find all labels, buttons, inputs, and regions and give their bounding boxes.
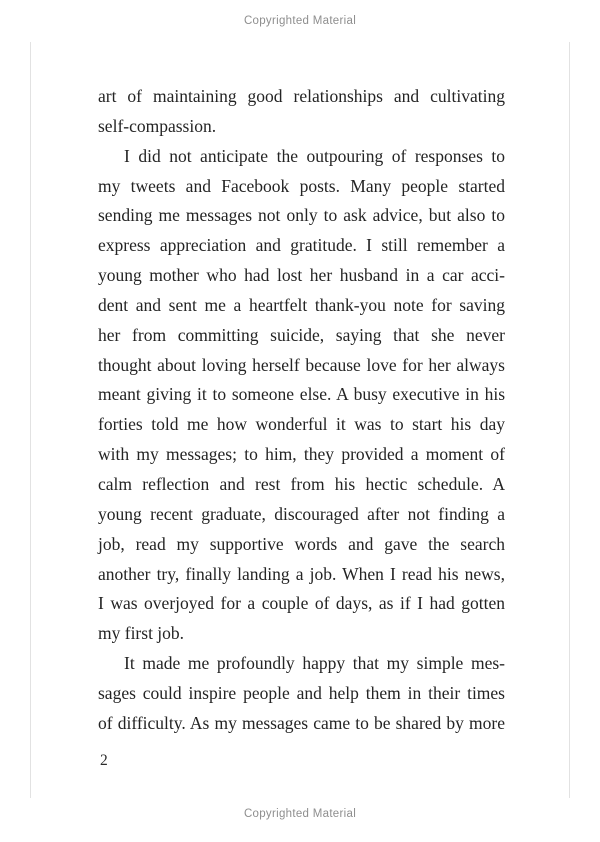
- text-line: art of maintaining good relationships and cultivating: [98, 86, 505, 106]
- page-edge-left-line: [30, 42, 31, 798]
- text-line: young recent graduate, discouraged after not finding a: [98, 503, 505, 524]
- text-line: my tweets and Facebook posts. Many people started: [98, 175, 505, 196]
- text-line: I did not anticipate the outpouring of responses to: [124, 145, 505, 166]
- text-line: It made me profoundly happy that my simple mes-: [124, 653, 505, 674]
- text-line: young mother who had lost her husband in a car acci-: [98, 265, 505, 286]
- text-line: express appreciation and gratitude. I still remember a: [98, 235, 505, 256]
- text-line: job, read my supportive words and gave the search: [98, 533, 505, 554]
- copyright-bottom-notice: Copyrighted Material: [243, 808, 357, 820]
- text-line: my first job.: [98, 623, 185, 644]
- page-edge-right-line: [569, 42, 570, 798]
- text-line: with my messages; to him, they provided a moment of: [98, 444, 505, 465]
- text-line: of difficulty. As my messages came to be shared by more: [98, 712, 505, 733]
- copyright-top-notice: Copyrighted Material: [243, 15, 357, 27]
- text-line: dent and sent me a heartfelt thank-you note for saving: [98, 294, 505, 315]
- text-line: calm reflection and rest from his hectic schedule. A: [98, 473, 505, 494]
- text-line: meant giving it to someone else. A busy executive in his: [98, 384, 505, 405]
- page-number: 2: [100, 752, 108, 769]
- text-line: forties told me how wonderful it was to start his day: [98, 414, 505, 435]
- text-line: self-compassion.: [98, 115, 217, 136]
- text-line: her from committing suicide, saying that she never: [98, 324, 505, 345]
- text-line: thought about loving herself because love for her always: [98, 354, 505, 375]
- text-line: another try, finally landing a job. When I read his news,: [98, 563, 505, 584]
- text-line: I was overjoyed for a couple of days, as if I had gotten: [98, 593, 505, 614]
- text-block: [98, 82, 505, 739]
- text-line: sages could inspire people and help them in their times: [98, 682, 505, 703]
- text-line: sending me messages not only to ask advice, but also to: [98, 205, 505, 226]
